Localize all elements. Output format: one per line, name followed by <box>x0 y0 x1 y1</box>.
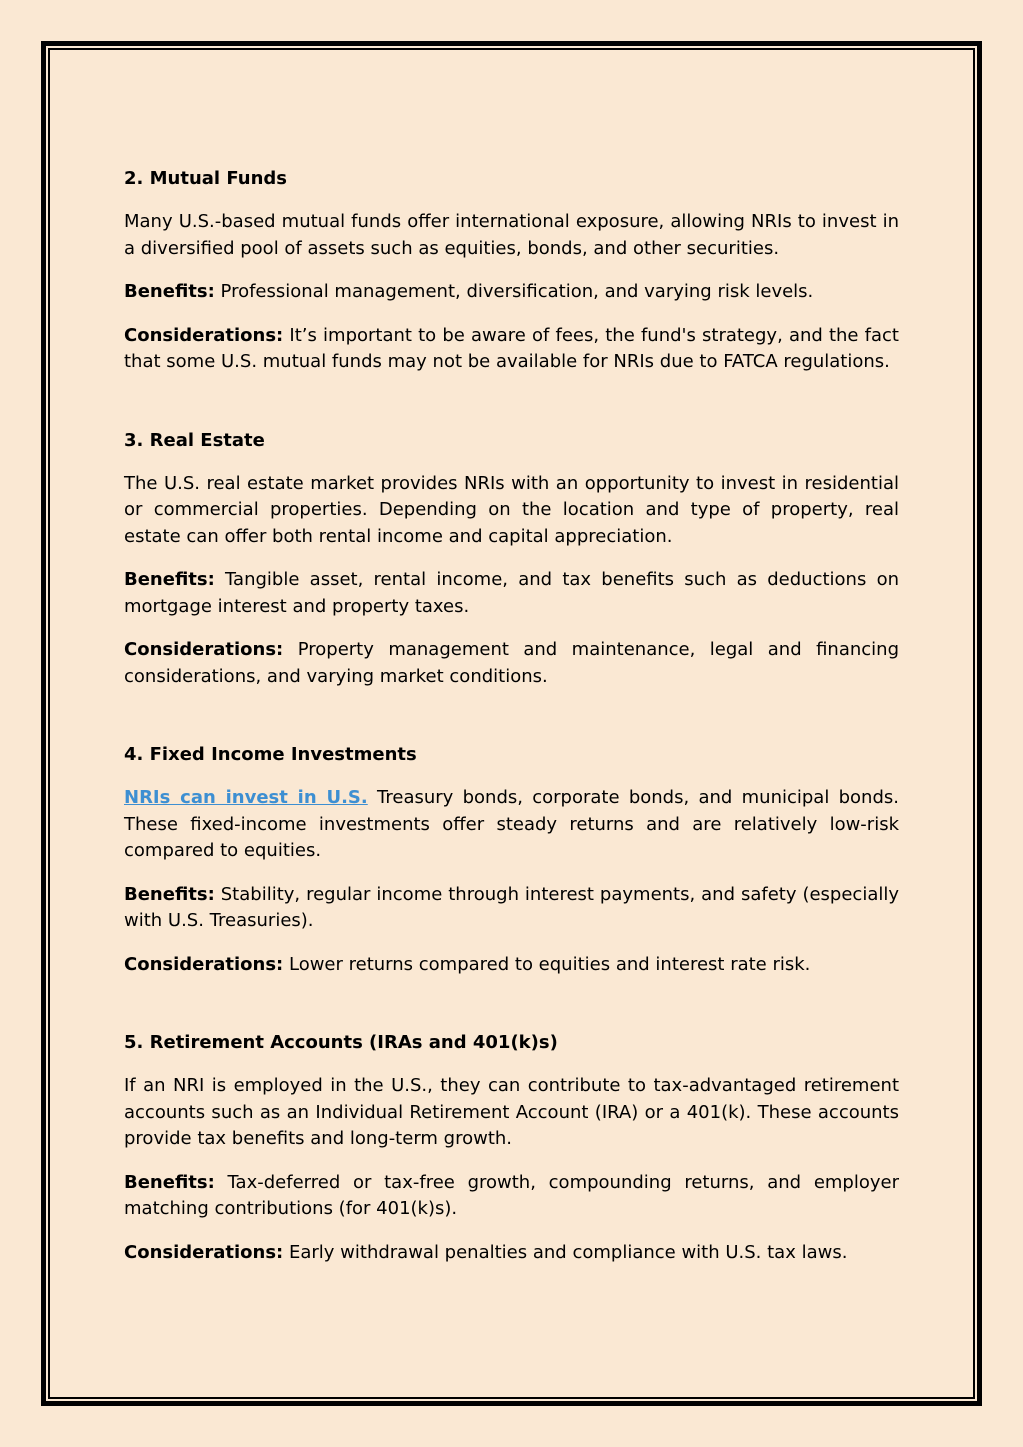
considerations-label: Considerations: <box>124 953 284 975</box>
considerations-label: Considerations: <box>124 324 284 346</box>
considerations-paragraph <box>124 637 899 690</box>
considerations-paragraph <box>124 1240 899 1267</box>
section-intro: The U.S. real estate market provides NRIs with an opportunity to invest in residential or commercial properties. Depending on the location and type of property, real estate can offer both rental income and capital appreciation. <box>124 472 899 547</box>
section-heading: 4. Fixed Income Investments <box>124 744 417 765</box>
section-retirement-accounts <box>124 1030 899 1266</box>
benefits-text: Tangible asset, rental income, and tax benefits such as deductions on mortgage interest and property taxes. <box>124 569 899 617</box>
section-mutual-funds <box>124 166 899 376</box>
benefits-label: Benefits: <box>124 883 215 905</box>
considerations-text: Early withdrawal penalties and compliance with U.S. tax laws. <box>283 1241 848 1263</box>
considerations-paragraph <box>124 952 899 979</box>
benefits-paragraph <box>124 1170 899 1223</box>
benefits-text: Stability, regular income through interest payments, and safety (especially with U.S. Treasuries). <box>124 883 899 931</box>
section-heading: 5. Retirement Accounts (IRAs and 401(k)s) <box>124 1032 558 1053</box>
considerations-text: It’s important to be aware of fees, the fund's strategy, and the fact that some U.S. mutual funds may not be available for NRIs due to FATCA regulations. <box>124 324 899 372</box>
section-intro: Many U.S.-based mutual funds offer international exposure, allowing NRIs to invest in a diversified pool of assets such as equities, bonds, and other securities. <box>124 211 899 259</box>
benefits-text: Tax-deferred or tax-free growth, compounding returns, and employer matching contributions (for 401(k)s). <box>124 1171 899 1219</box>
benefits-label: Benefits: <box>124 281 215 302</box>
benefits-label: Benefits: <box>124 1171 215 1193</box>
section-heading: 2. Mutual Funds <box>124 168 287 189</box>
benefits-text: Professional management, diversification, and varying risk levels. <box>214 281 814 302</box>
benefits-paragraph <box>124 279 899 306</box>
section-heading: 3. Real Estate <box>124 429 265 451</box>
considerations-paragraph <box>124 323 899 376</box>
section-real-estate <box>124 428 899 691</box>
considerations-label: Considerations: <box>124 639 284 660</box>
document-content <box>124 166 899 1283</box>
benefits-paragraph <box>124 567 899 620</box>
section-intro <box>124 785 899 865</box>
benefits-label: Benefits: <box>124 569 215 590</box>
benefits-paragraph <box>124 882 899 935</box>
section-intro-text: Treasury bonds, corporate bonds, and municipal bonds. These fixed-income investments offer steady returns and are relatively low-risk compared to equities. <box>124 787 899 861</box>
considerations-label: Considerations: <box>124 1241 284 1263</box>
considerations-text: Property management and maintenance, legal and financing considerations, and varying market conditions. <box>124 639 899 687</box>
considerations-text: Lower returns compared to equities and interest rate risk. <box>283 953 811 975</box>
section-intro: If an NRI is employed in the U.S., they can contribute to tax-advantaged retirement accounts such as an Individual Retirement Account (IRA) or a 401(k). These accounts provide tax benefits and long-term growth. <box>124 1075 899 1149</box>
nri-invest-link[interactable]: NRIs can invest in U.S. <box>124 787 368 808</box>
section-fixed-income <box>124 742 899 978</box>
